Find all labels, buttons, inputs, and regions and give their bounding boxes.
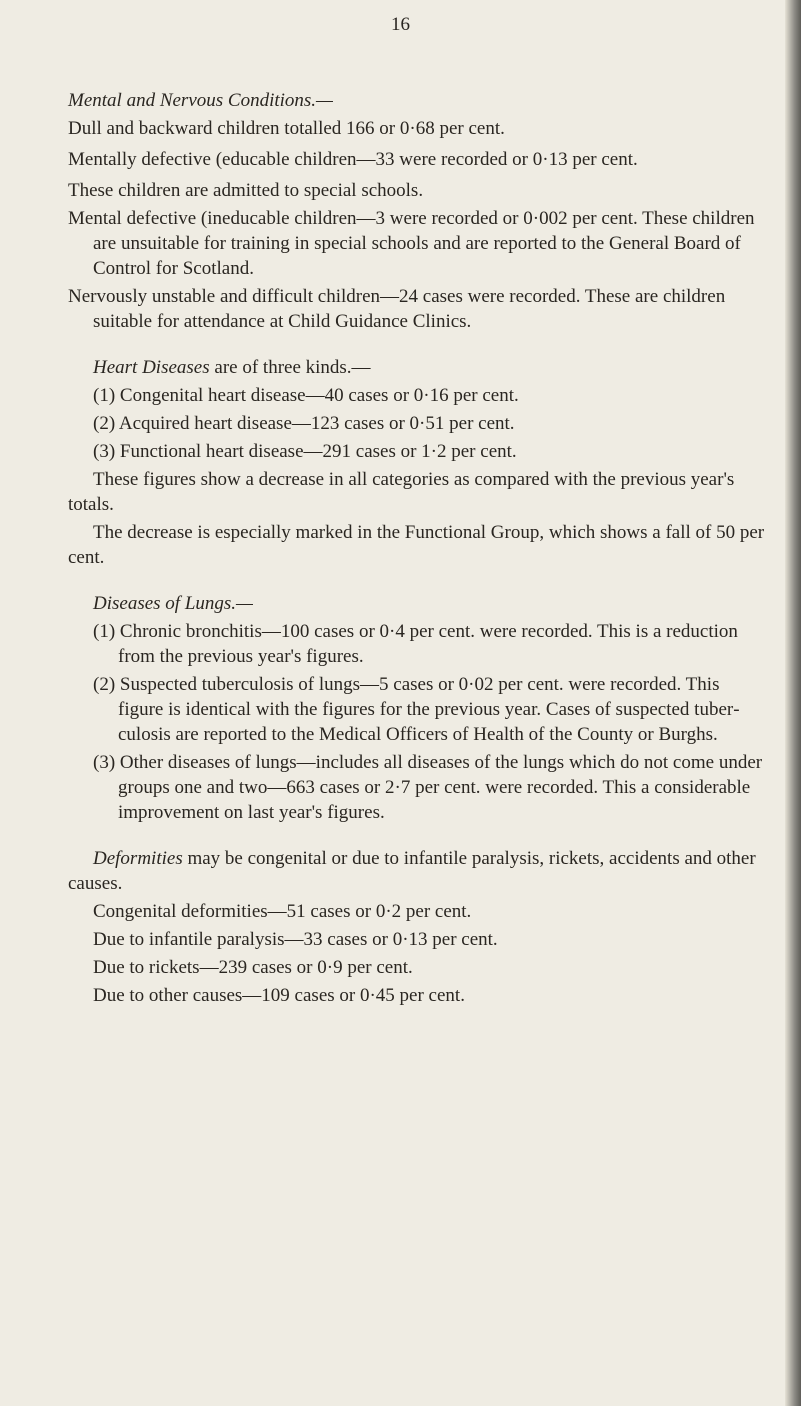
heart-item-functional: (3) Functional heart disease—291 cases or 1·2 per cent. bbox=[93, 441, 517, 462]
lungs-item-tuberculosis: (2) Suspected tuberculosis of lungs—5 cases or 0·02 per cent. were recorded. This figure is identical with the figures for the previous year. Cases of suspected tuberculosis are reported to the Medical Officers of Health of the County or Burghs. bbox=[93, 674, 740, 745]
mental-heading: Mental and Nervous Conditions.— bbox=[68, 90, 333, 111]
deformities-item-congenital: Congenital deformities—51 cases or 0·2 per cent. bbox=[93, 901, 472, 922]
page-edge-shadow bbox=[785, 0, 801, 1406]
deformities-heading-rest: may be congenital or due to infantile paralysis, rickets, accidents and other causes. bbox=[68, 848, 756, 894]
deformities-item-other: Due to other causes—109 cases or 0·45 per cent. bbox=[93, 985, 465, 1006]
mental-item-special-schools: These children are admitted to special schools. bbox=[68, 180, 424, 201]
page-number: 16 bbox=[391, 14, 410, 35]
lungs-item-other: (3) Other diseases of lungs—includes all diseases of the lungs which do not come under groups one and two—663 cases or 2·7 per cent. were recorded. This a considerable improvement on last year's figures. bbox=[93, 752, 763, 823]
heart-item-acquired: (2) Acquired heart disease—123 cases or 0·51 per cent. bbox=[93, 413, 515, 434]
heart-heading-rest: are of three kinds.— bbox=[209, 357, 371, 378]
heart-item-congenital: (1) Congenital heart disease—40 cases or 0·16 per cent. bbox=[93, 385, 519, 406]
mental-item-dull: Dull and backward children totalled 166 or 0·68 per cent. bbox=[68, 118, 505, 139]
deformities-intro bbox=[68, 846, 768, 896]
lungs-section bbox=[68, 591, 768, 825]
heart-intro bbox=[68, 355, 768, 380]
lungs-item-bronchitis: (1) Chronic bronchitis—100 cases or 0·4 per cent. were recorded. This is a reduction from the previous year's figures. bbox=[93, 621, 738, 667]
mental-item-nervously-unstable: Nervously unstable and difficult children—24 cases were recorded. These are children suitable for attendance at Child Guidance Clinics. bbox=[68, 286, 726, 332]
deformities-item-paralysis: Due to infantile paralysis—33 cases or 0·13 per cent. bbox=[93, 929, 498, 950]
page-content bbox=[68, 88, 768, 1008]
deformities-heading: Deformities bbox=[93, 848, 183, 869]
heart-note-decrease: These figures show a decrease in all categories as compared with the previous year's totals. bbox=[68, 469, 735, 515]
mental-item-educable: Mentally defective (educable children—33 were recorded or 0·13 per cent. bbox=[68, 149, 638, 170]
heart-section bbox=[68, 355, 768, 570]
heart-note-functional-group: The decrease is especially marked in the Functional Group, which shows a fall of 50 per cent. bbox=[68, 522, 765, 568]
heart-heading: Heart Diseases bbox=[93, 357, 210, 378]
lungs-heading: Diseases of Lungs.— bbox=[93, 593, 253, 614]
mental-item-ineducable: Mental defective (ineducable children—3 were recorded or 0·002 per cent. These children are unsuitable for training in special schools and are reported to the General Board of Control for Scotland. bbox=[68, 208, 755, 279]
deformities-section bbox=[68, 846, 768, 1008]
mental-section bbox=[68, 88, 768, 334]
deformities-item-rickets: Due to rickets—239 cases or 0·9 per cent. bbox=[93, 957, 413, 978]
